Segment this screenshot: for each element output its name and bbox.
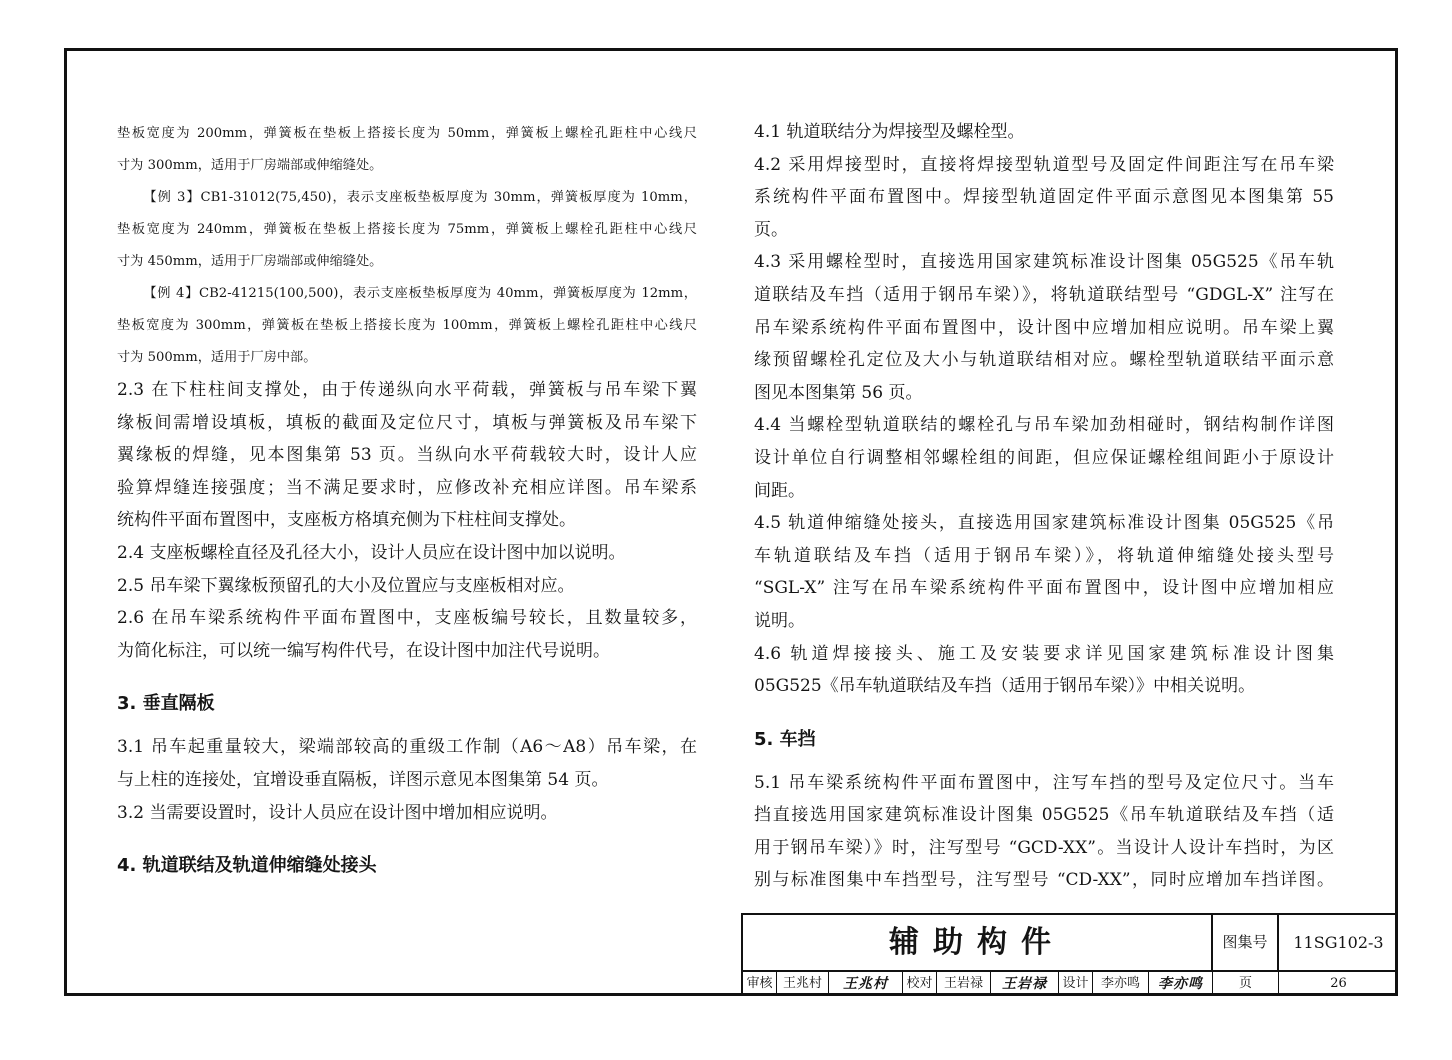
- section-heading-3: 3. 垂直隔板: [117, 693, 215, 715]
- text-line: 系统构件平面布置图中。焊接型轨道固定件平面示意图见本图集第 55: [754, 187, 1334, 208]
- text-line: 2.4 支座板螺栓直径及孔径大小，设计人员应在设计图中加以说明。: [117, 542, 626, 563]
- text-line: 别与标准图集中车挡型号，注写型号 “CD-XX”，同时应增加车挡详图。: [754, 870, 1334, 891]
- text-line: 设计单位自行调整相邻螺栓组的间距，但应保证螺栓组间距小于原设计: [754, 447, 1334, 468]
- text-line: 翼缘板的焊缝，见本图集第 53 页。当纵向水平荷载较大时，设计人应: [117, 445, 697, 466]
- text-line: 【例 3】CB1-31012(75,450)，表示支座板垫板厚度为 30mm，弹簧板厚度为 10mm，: [143, 190, 697, 205]
- reviewer-signature: 王兆村: [829, 972, 903, 996]
- section-heading-4: 4. 轨道联结及轨道伸缩缝处接头: [117, 855, 377, 877]
- right-column: [754, 116, 1334, 897]
- text-line: 4.2 采用焊接型时，直接将焊接型轨道型号及固定件间距注写在吊车梁: [754, 154, 1334, 175]
- title-block: [741, 913, 1398, 996]
- text-line: 与上柱的连接处，宜增设垂直隔板，详图示意见本图集第 54 页。: [117, 769, 609, 790]
- text-line: 间距。: [754, 480, 805, 501]
- text-line: 道联结及车挡（适用于钢吊车梁）》，将轨道联结型号 “GDGL-X” 注写在: [754, 284, 1334, 305]
- text-line: 4.4 当螺栓型轨道联结的螺栓孔与吊车梁加劲相碰时，钢结构制作详图: [754, 415, 1334, 436]
- review-label: 审核: [743, 972, 777, 996]
- text-line: 4.5 轨道伸缩缝处接头，直接选用国家建筑标准设计图集 05G525《吊: [754, 513, 1334, 534]
- page-number: 26: [1330, 976, 1347, 991]
- text-line: 说明。: [754, 610, 805, 631]
- design-label: 设计: [1059, 972, 1093, 996]
- text-line: 寸为 300mm，适用于厂房端部或伸缩缝处。: [117, 158, 383, 173]
- check-label: 校对: [903, 972, 937, 996]
- text-line: “SGL-X” 注写在吊车梁系统构件平面布置图中，设计图中应增加相应: [754, 578, 1334, 599]
- text-line: 垫板宽度为 300mm，弹簧板在垫板上搭接长度为 100mm，弹簧板上螺栓孔距柱中心线尺: [117, 318, 697, 333]
- text-line: 05G525《吊车轨道联结及车挡（适用于钢吊车梁）》中相关说明。: [754, 676, 1256, 697]
- atlas-number: 11SG102-3: [1293, 933, 1384, 952]
- text-line: 吊车梁系统构件平面布置图中，设计图中应增加相应说明。吊车梁上翼: [754, 317, 1334, 338]
- text-line: 4.3 采用螺栓型时，直接选用国家建筑标准设计图集 05G525《吊车轨: [754, 252, 1334, 273]
- checker-name: 王岩禄: [937, 972, 991, 996]
- text-line: 为简化标注，可以统一编写构件代号，在设计图中加注代号说明。: [117, 640, 610, 661]
- left-column: [117, 118, 697, 877]
- title-block-top-row: [743, 915, 1398, 972]
- text-line: 2.3 在下柱柱间支撑处，由于传递纵向水平荷载，弹簧板与吊车梁下翼: [117, 380, 697, 400]
- text-line: 寸为 500mm，适用于厂房中部。: [117, 350, 317, 365]
- atlas-number-label: 图集号: [1213, 915, 1279, 970]
- checker-signature: 王岩禄: [991, 972, 1059, 996]
- text-line: 统构件平面布置图中，支座板方格填充侧为下柱柱间支撑处。: [117, 510, 576, 531]
- text-line: 页。: [754, 219, 788, 240]
- reviewer-name: 王兆村: [777, 972, 829, 996]
- page-label: 页: [1213, 972, 1279, 996]
- text-line: 缘预留螺栓孔定位及大小与轨道联结相对应。螺栓型轨道联结平面示意: [754, 350, 1334, 371]
- drawing-title: 辅助构件: [743, 915, 1213, 970]
- text-line: 寸为 450mm，适用于厂房端部或伸缩缝处。: [117, 254, 383, 269]
- text-line: 车轨道联结及车挡（适用于钢吊车梁）》，将轨道伸缩缝处接头型号: [754, 545, 1334, 566]
- text-line: 【例 4】CB2-41215(100,500)，表示支座板垫板厚度为 40mm，弹簧板厚度为 12mm，: [143, 286, 697, 301]
- text-line: 4.1 轨道联结分为焊接型及螺栓型。: [754, 122, 1025, 142]
- text-line: 用于钢吊车梁）》时，注写型号 “GCD-XX”。当设计人设计车挡时，为区: [754, 837, 1334, 858]
- text-line: 5.1 吊车梁系统构件平面布置图中，注写车挡的型号及定位尺寸。当车: [754, 772, 1334, 793]
- text-line: 验算焊缝连接强度；当不满足要求时，应修改补充相应详图。吊车梁系: [117, 477, 697, 498]
- text-line: 2.6 在吊车梁系统构件平面布置图中，支座板编号较长，且数量较多，: [117, 608, 697, 629]
- designer-signature: 李亦鸣: [1149, 972, 1213, 996]
- text-line: 缘板间需增设填板，填板的截面及定位尺寸，填板与弹簧板及吊车梁下: [117, 412, 697, 433]
- text-line: 2.5 吊车梁下翼缘板预留孔的大小及位置应与支座板相对应。: [117, 575, 575, 596]
- section-heading-5: 5. 车挡: [754, 728, 816, 750]
- title-block-signature-row: [743, 972, 1398, 996]
- text-line: 3.1 吊车起重量较大，梁端部较高的重级工作制（A6～A8）吊车梁，在: [117, 737, 697, 758]
- text-line: 3.2 当需要设置时，设计人员应在设计图中增加相应说明。: [117, 802, 558, 823]
- text-line: 垫板宽度为 240mm，弹簧板在垫板上搭接长度为 75mm，弹簧板上螺栓孔距柱中心线尺: [117, 222, 697, 237]
- designer-name: 李亦鸣: [1093, 972, 1149, 996]
- text-line: 挡直接选用国家建筑标准设计图集 05G525《吊车轨道联结及车挡（适: [754, 805, 1334, 826]
- text-line: 垫板宽度为 200mm，弹簧板在垫板上搭接长度为 50mm，弹簧板上螺栓孔距柱中心线尺: [117, 126, 697, 141]
- text-line: 4.6 轨道焊接接头、施工及安装要求详见国家建筑标准设计图集: [754, 643, 1334, 664]
- text-line: 图见本图集第 56 页。: [754, 382, 923, 403]
